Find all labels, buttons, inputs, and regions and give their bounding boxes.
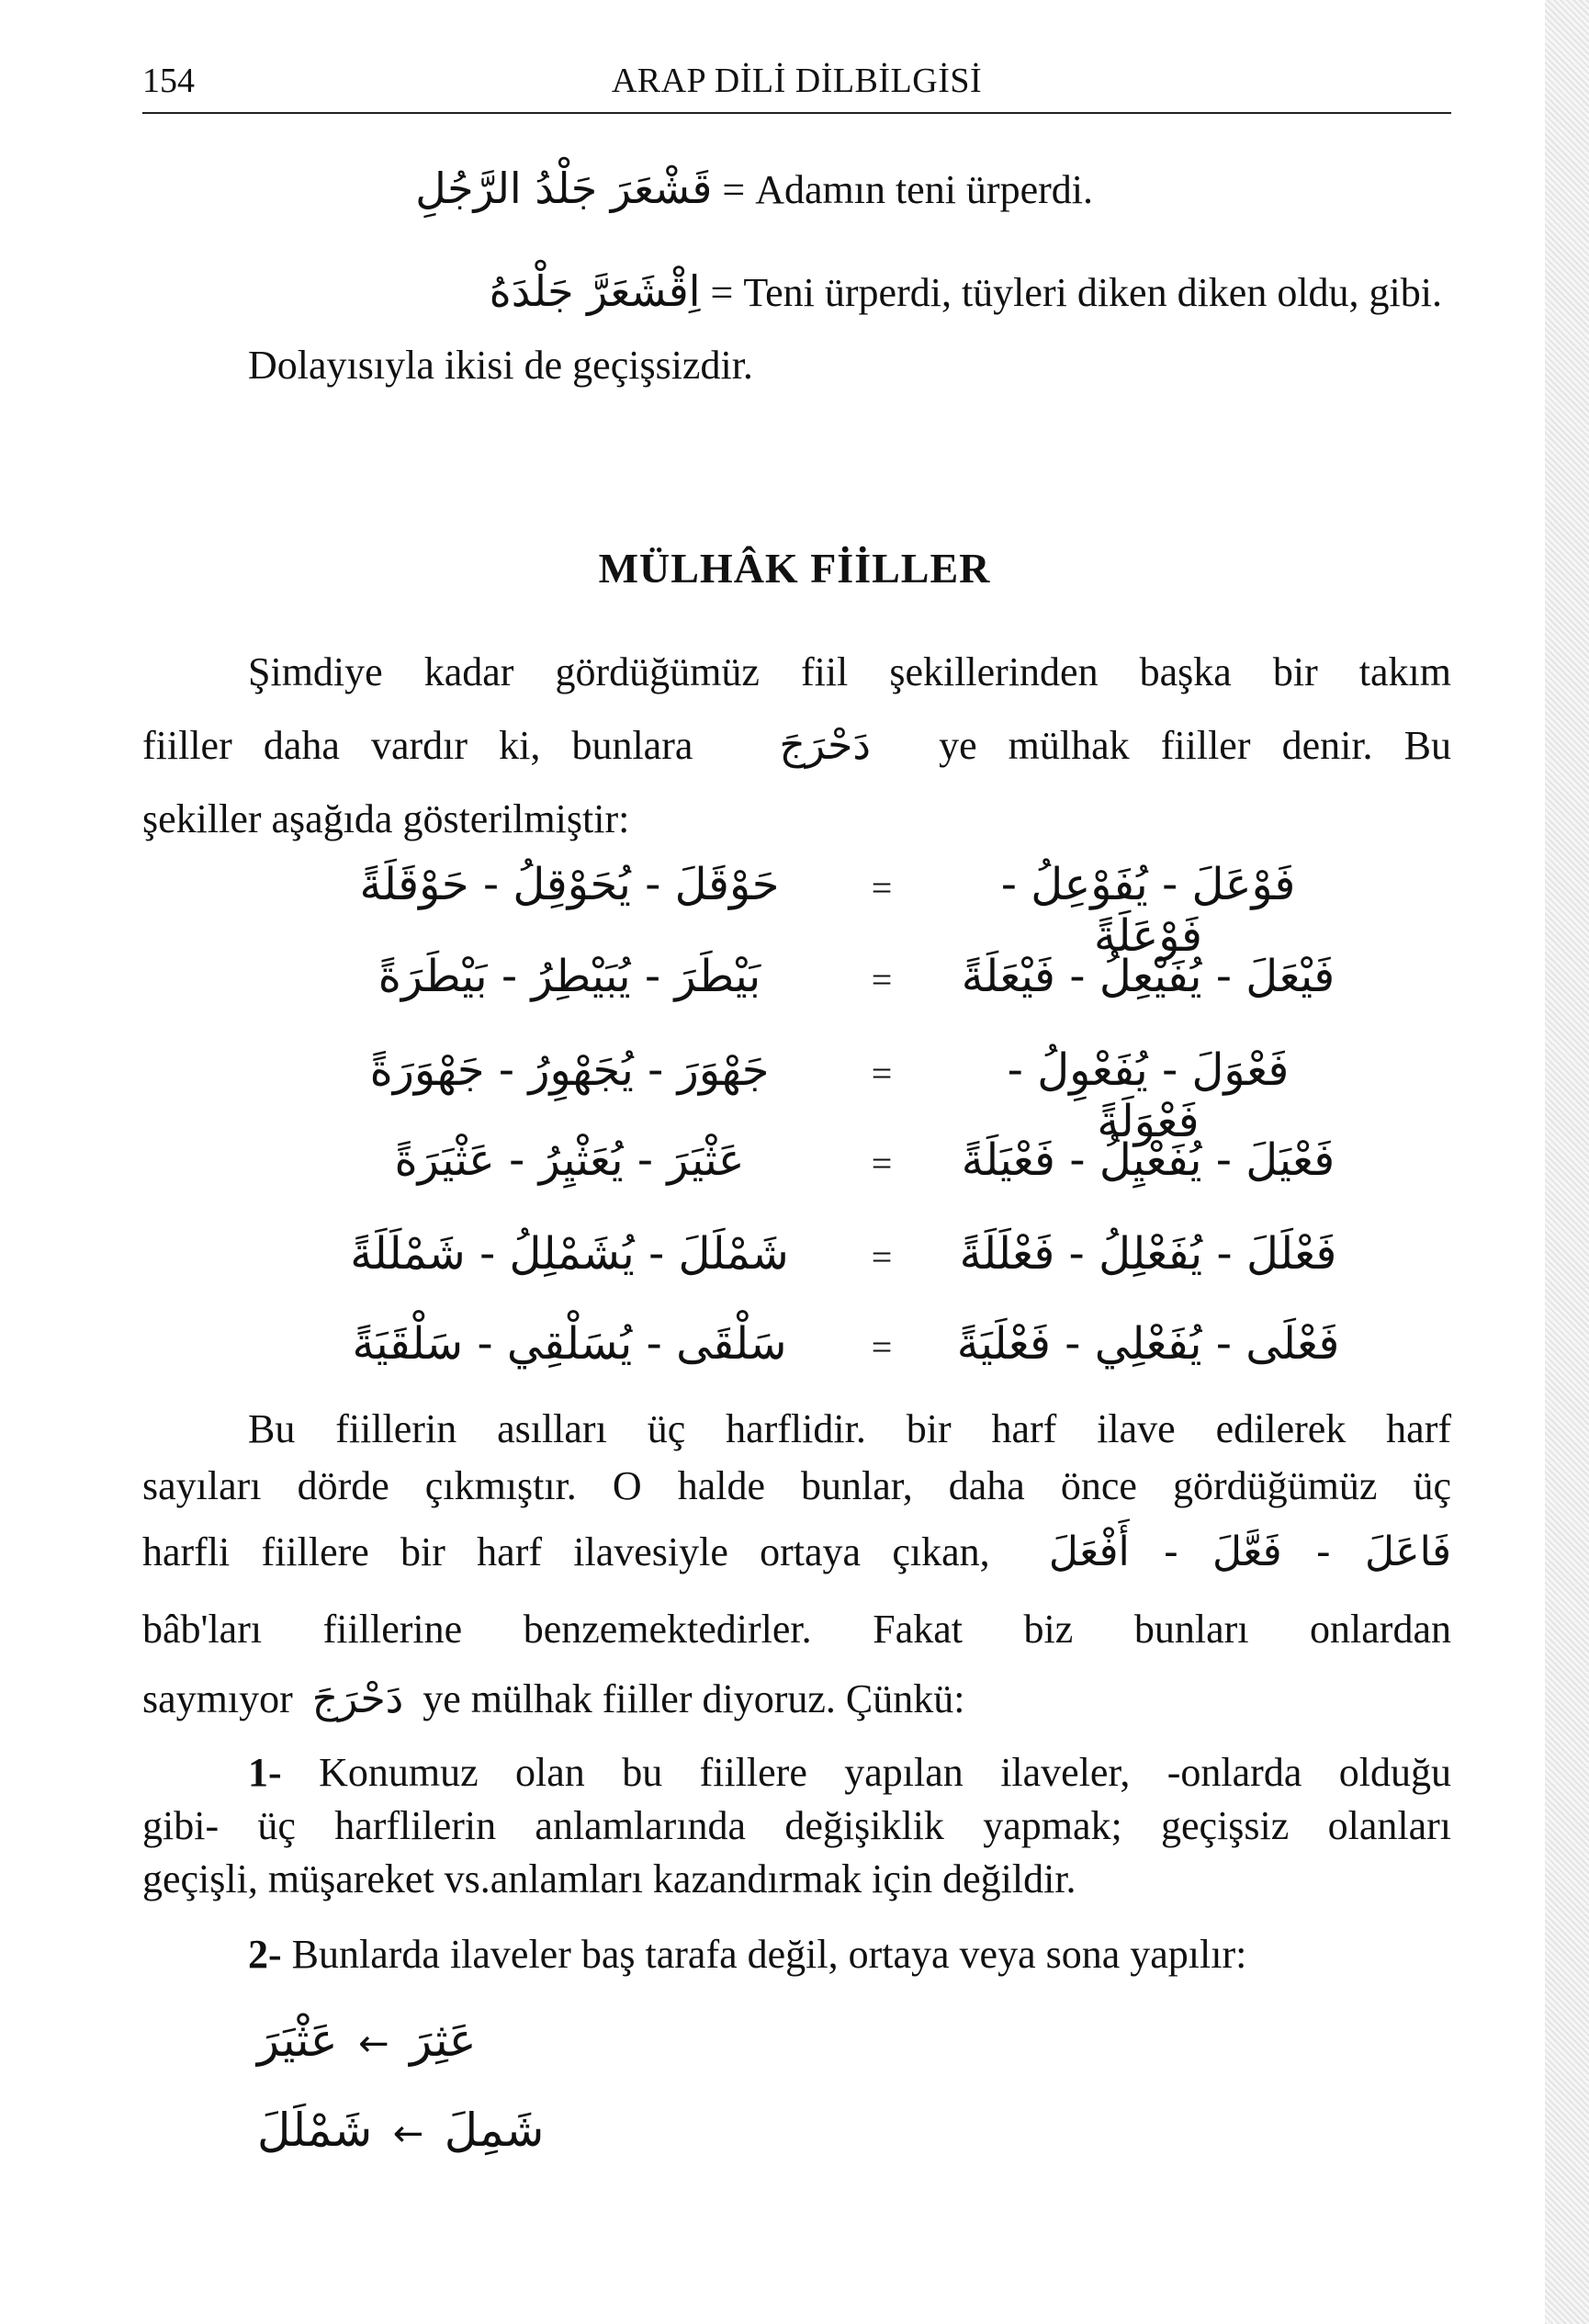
paragraph1-line1: Şimdiye kadar gördüğümüz fiil şekillerinden başka bir takım [248,649,1451,694]
rule-1-text-1: Konumuz olan bu fiillere yapılan ilaveler, -onlarda olduğu [319,1750,1451,1795]
equals-sign: = [871,1143,893,1184]
section-title: MÜLHÂK FİİLLER [598,545,991,592]
rule-1-line3: geçişli, müşareket vs.anlamları kazandırmak için değildir. [142,1856,1076,1901]
paragraph2-line5 [142,1675,964,1722]
paragraph2-line3-arabic: فَاعَلَ - فَعَّلَ - أَفْعَلَ [1048,1529,1452,1575]
paragraph1-line2 [142,722,1451,769]
paragraph1-line3: şekiller aşağıda gösterilmiştir: [142,796,630,841]
derivation-2-from: شَمِلَ [444,2104,545,2157]
form-example: سَلْقَى - يُسَلْقِي - سَلْقَيَةً [352,1318,787,1370]
rule-2-text: Bunlarda ilaveler baş tarafa değil, ortaya veya sona yapılır: [291,1932,1247,1977]
rule-1-line1 [248,1749,1451,1796]
page-edge-texture [1545,0,1589,2324]
intro-example-2-arabic: اِقْشَعَرَّ جَلْدَهُ [489,266,701,316]
table-row [331,1134,1341,1217]
rule-1-number: 1- [248,1750,282,1795]
derivation-2 [257,2104,544,2157]
equals-sign: = [871,1053,893,1094]
paragraph1-line2-after: ye mülhak fiiller denir. Bu [939,723,1451,768]
form-pattern: فَعْلَى - يُفَعْلِي - فَعْلَيَةً [956,1318,1340,1370]
form-example: عَثْيَرَ - يُعَثْيِرُ - عَثْيَرَةً [394,1134,745,1186]
form-example: شَمْلَلَ - يُشَمْلِلُ - شَمْلَلَةً [350,1228,789,1280]
equals-sign: = [871,959,893,1000]
intro-example-1-arabic: قَشْعَرَ جَلْدُ الرَّجُلِ [415,164,713,213]
paragraph1-line2-arabic: دَحْرَجَ [779,722,871,769]
intro-example-1-translation: Adamın teni ürperdi. [755,167,1093,212]
intro-example-2-translation: Teni ürperdi, tüyleri diken diken oldu, gibi. [743,270,1442,315]
equals-sign: = [871,867,893,908]
equals-sign: = [871,1236,893,1278]
intro-example-1-sep: = [722,167,746,212]
left-arrow-icon: ← [392,2113,424,2155]
form-example: جَهْوَرَ - يُجَهْوِرُ - جَهْوَرَةً [369,1044,770,1096]
form-example: بَيْطَرَ - يُبَيْطِرُ - بَيْطَرَةً [378,951,761,1002]
intro-example-1 [415,164,1093,213]
equals-sign: = [871,1326,893,1368]
table-row [331,951,1341,1033]
page-header [142,55,1451,114]
paragraph2-line5-after: ye mülhak fiiller diyoruz. Çünkü: [423,1676,965,1721]
table-row [331,1044,1341,1147]
running-title: ARAP DİLİ DİLBİLGİSİ [611,62,983,100]
paragraph2-line5-before: saymıyor [142,1676,293,1721]
rule-1-line2: gibi- üç harflilerin anlamlarında değişiklik yapmak; geçişsiz olanları [142,1803,1451,1848]
derivation-2-to: شَمْلَلَ [257,2104,373,2157]
paragraph2-line4: bâb'ları fiillerine benzemektedirler. Fakat biz bunları onlardan [142,1607,1451,1652]
paragraph2-line5-arabic: دَحْرَجَ [311,1675,404,1722]
table-row [331,1318,1341,1401]
form-example: حَوْقَلَ - يُحَوْقِلُ - حَوْقَلَةً [359,859,780,910]
left-arrow-icon: ← [358,2023,389,2065]
paragraph2-line1: Bu fiillerin asılları üç harflidir. bir harf ilave edilerek harf [248,1406,1451,1451]
intro-conclusion: Dolayısıyla ikisi de geçişsizdir. [248,343,753,388]
derivation-1 [257,2014,477,2067]
table-row [331,1228,1341,1311]
intro-example-2 [490,266,1442,316]
form-pattern: فَعْيَلَ - يُفَعْيِلُ - فَعْيَلَةً [961,1134,1335,1186]
page-number: 154 [142,62,195,100]
paragraph2-line2: sayıları dörde çıkmıştır. O halde bunlar, daha önce gördüğümüz üç [142,1463,1451,1508]
derivation-1-from: عَثِرَ [410,2014,477,2067]
form-pattern: فَوْعَلَ - يُفَوْعِلُ - فَوْعَلَةً [1000,859,1296,962]
form-pattern: فَعْوَلَ - يُفَعْوِلُ - فَعْوَلَةً [1007,1044,1290,1147]
form-pattern: فَعْلَلَ - يُفَعْلِلُ - فَعْلَلَةً [959,1228,1337,1280]
rule-2 [248,1931,1246,1978]
table-row [331,859,1341,962]
paragraph2-line3 [142,1529,1451,1575]
derivation-1-to: عَثْيَرَ [257,2014,338,2067]
paragraph2-line3-before: harfli fiillere bir harf ilavesiyle ortaya çıkan, [142,1529,990,1574]
paragraph1-line2-before: fiiller daha vardır ki, bunlara [142,723,693,768]
form-pattern: فَيْعَلَ - يُفَيْعِلُ - فَيْعَلَةً [961,951,1335,1002]
intro-example-2-sep: = [710,270,734,315]
rule-2-number: 2- [248,1932,282,1977]
